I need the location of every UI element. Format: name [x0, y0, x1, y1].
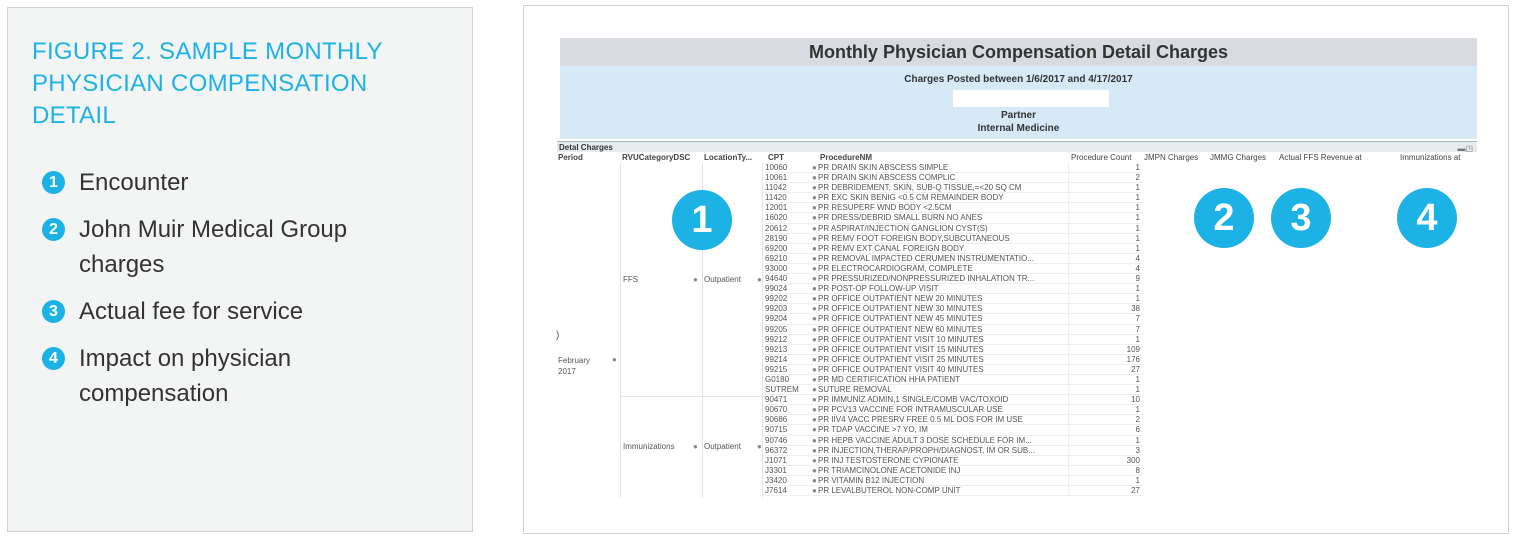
cpt-cell: 12001: [765, 203, 788, 213]
expand-dot-icon[interactable]: ●: [612, 355, 617, 364]
table-row[interactable]: [765, 234, 1143, 244]
legend-label: Actual fee for service: [79, 298, 304, 325]
procedure-cell: PR DRAIN SKIN ABSCESS SIMPLE: [818, 163, 949, 172]
count-cell: 1: [1068, 375, 1143, 384]
procedure-cell: PR REMV EXT CANAL FOREIGN BODY: [818, 243, 965, 253]
legend-label: John Muir Medical Group charges: [79, 216, 348, 278]
count-cell: 1: [1068, 436, 1143, 445]
cpt-cell: 90670: [765, 405, 788, 415]
col-procedure-nm[interactable]: ProcedureNM: [820, 153, 873, 162]
cpt-cell: J1071: [765, 455, 787, 465]
table-row[interactable]: [765, 466, 1143, 476]
cpt-cell: 99214: [765, 354, 788, 364]
divider: [620, 396, 765, 397]
callout-2-icon: 2: [1194, 188, 1254, 248]
table-row[interactable]: [765, 264, 1143, 274]
location-cell[interactable]: Outpatient: [704, 275, 741, 284]
cpt-cell: 28190: [765, 233, 788, 243]
count-cell: 6: [1068, 425, 1143, 434]
expand-dot-icon[interactable]: ●: [812, 223, 817, 233]
count-cell: 1: [1068, 244, 1143, 253]
legend-item-jmmg-charges: [42, 212, 372, 282]
count-cell: 1: [1068, 224, 1143, 233]
procedure-cell: PR PCV13 VACCINE FOR INTRAMUSCULAR USE: [818, 405, 1003, 415]
detail-table-body: [765, 163, 1143, 496]
expand-dot-icon[interactable]: ●: [812, 364, 817, 374]
count-cell: 4: [1068, 264, 1143, 273]
table-row[interactable]: [765, 183, 1143, 193]
cpt-cell: 90715: [765, 425, 788, 435]
count-cell: 38: [1068, 304, 1143, 313]
count-cell: 1: [1068, 193, 1143, 202]
cpt-cell: 11420: [765, 193, 787, 203]
count-cell: 1: [1068, 294, 1143, 303]
cpt-cell: 99212: [765, 334, 788, 344]
expand-dot-icon[interactable]: ●: [812, 263, 817, 273]
table-row[interactable]: [765, 314, 1143, 324]
count-cell: 1: [1068, 476, 1143, 485]
expand-dot-icon[interactable]: ●: [757, 442, 762, 451]
callout-4-icon: 4: [1397, 188, 1457, 248]
expand-dot-icon[interactable]: ●: [812, 334, 817, 344]
count-cell: 1: [1068, 234, 1143, 243]
expand-dot-icon[interactable]: ●: [812, 284, 817, 294]
table-row[interactable]: [765, 415, 1143, 425]
procedure-cell: PR HEPB VACCINE ADULT 3 DOSE SCHEDULE FOR IM...: [818, 435, 1032, 445]
cpt-cell: 10060: [765, 163, 788, 172]
callout-3-icon: 3: [1271, 188, 1331, 248]
expand-dot-icon[interactable]: ●: [812, 405, 817, 415]
expand-dot-icon[interactable]: ●: [812, 475, 817, 485]
procedure-cell: PR VITAMIN B12 INJECTION: [818, 475, 925, 485]
procedure-cell: PR TRIAMCINOLONE ACETONIDE INJ: [818, 465, 961, 475]
expand-dot-icon[interactable]: ●: [812, 173, 817, 183]
cpt-cell: 99204: [765, 314, 788, 324]
col-immunizations[interactable]: Immunizations at: [1400, 153, 1461, 162]
expand-dot-icon[interactable]: ●: [812, 435, 817, 445]
procedure-cell: PR LEVALBUTEROL NON-COMP UNIT: [818, 486, 961, 495]
cpt-cell: 69200: [765, 243, 788, 253]
cpt-cell: 11042: [765, 183, 787, 193]
expand-dot-icon[interactable]: ●: [693, 275, 698, 284]
expand-dot-icon[interactable]: ●: [812, 183, 817, 193]
cpt-cell: G0180: [765, 374, 790, 384]
table-row[interactable]: [765, 425, 1143, 435]
expand-dot-icon[interactable]: ●: [812, 314, 817, 324]
count-cell: 3: [1068, 446, 1143, 455]
report-header: [560, 66, 1477, 139]
legend-item-encounter: [42, 165, 188, 200]
legend-label: Impact on physician compensation: [79, 345, 292, 407]
category-cell[interactable]: Immunizations: [623, 442, 675, 451]
table-row[interactable]: [765, 385, 1143, 395]
count-cell: 176: [1068, 355, 1143, 364]
count-cell: 1: [1068, 405, 1143, 414]
date-range: Charges Posted between 1/6/2017 and 4/17/2017: [904, 74, 1133, 85]
period-cell[interactable]: February 2017: [558, 356, 591, 376]
col-cpt[interactable]: CPT: [768, 153, 784, 162]
col-jmpn-charges[interactable]: JMPN Charges: [1144, 153, 1199, 162]
table-row[interactable]: [765, 203, 1143, 213]
procedure-cell: PR DEBRIDEMENT, SKIN, SUB-Q TISSUE,=<20 SQ CM: [818, 183, 1022, 193]
table-row[interactable]: [765, 193, 1143, 203]
section-title: Detal Charges: [559, 143, 613, 152]
cpt-cell: 90686: [765, 415, 788, 425]
redacted-name-box: [953, 90, 1109, 107]
table-row[interactable]: [765, 446, 1143, 456]
expand-dot-icon[interactable]: ●: [812, 415, 817, 425]
cpt-cell: 90746: [765, 435, 788, 445]
cpt-cell: 99024: [765, 284, 788, 294]
table-row[interactable]: [765, 224, 1143, 234]
expand-dot-icon[interactable]: ●: [812, 203, 817, 213]
procedure-cell: PR OFFICE OUTPATIENT VISIT 15 MINUTES: [818, 344, 984, 354]
procedure-cell: PR OFFICE OUTPATIENT NEW 20 MINUTES: [818, 294, 983, 304]
table-row[interactable]: [765, 173, 1143, 183]
expand-dot-icon[interactable]: ●: [812, 274, 817, 284]
procedure-cell: PR INJ TESTOSTERONE CYPIONATE: [818, 455, 959, 465]
table-row[interactable]: [765, 365, 1143, 375]
divider: [762, 163, 763, 498]
section-bar: [557, 141, 1477, 152]
count-cell: 1: [1068, 213, 1143, 222]
table-row[interactable]: [765, 284, 1143, 294]
cpt-cell: 90471: [765, 395, 788, 405]
table-row[interactable]: [765, 335, 1143, 345]
department-label: Internal Medicine: [977, 123, 1060, 134]
cpt-cell: J3301: [765, 465, 787, 475]
count-cell: 1: [1068, 163, 1143, 172]
category-cell[interactable]: FFS: [623, 275, 639, 284]
count-cell: 27: [1068, 486, 1143, 495]
count-cell: 1: [1068, 183, 1143, 192]
table-row[interactable]: [765, 325, 1143, 335]
count-cell: 7: [1068, 314, 1143, 323]
count-cell: 7: [1068, 325, 1143, 334]
expand-dot-icon[interactable]: ●: [812, 344, 817, 354]
procedure-cell: PR OFFICE OUTPATIENT NEW 60 MINUTES: [818, 324, 983, 334]
expand-dot-icon[interactable]: ●: [812, 354, 817, 364]
procedure-cell: PR OFFICE OUTPATIENT VISIT 25 MINUTES: [818, 354, 984, 364]
procedure-cell: PR EXC SKIN BENIG <0.5 CM REMAINDER BODY: [818, 193, 1004, 203]
expand-dot-icon[interactable]: ●: [812, 486, 817, 495]
cpt-cell: J3420: [765, 475, 787, 485]
expand-dot-icon[interactable]: ●: [812, 455, 817, 465]
procedure-cell: PR RESUPERF WND BODY <2.5CM: [818, 203, 952, 213]
col-rvu-category[interactable]: RVUCategoryDSC: [622, 153, 691, 162]
number-3-icon: 3: [42, 300, 65, 323]
procedure-cell: PR OFFICE OUTPATIENT NEW 45 MINUTES: [818, 314, 983, 324]
table-row[interactable]: [765, 304, 1143, 314]
cpt-cell: J7614: [765, 486, 787, 495]
table-row[interactable]: [765, 274, 1143, 284]
count-cell: 8: [1068, 466, 1143, 475]
cpt-cell: 99205: [765, 324, 788, 334]
table-row[interactable]: [765, 213, 1143, 223]
expand-dot-icon[interactable]: ●: [757, 275, 762, 284]
expand-dot-icon[interactable]: ●: [812, 233, 817, 243]
procedure-cell: PR MD CERTIFICATION HHA PATIENT: [818, 374, 961, 384]
cpt-cell: 96372: [765, 445, 788, 455]
procedure-cell: PR OFFICE OUTPATIENT NEW 30 MINUTES: [818, 304, 983, 314]
figure-title: FIGURE 2. SAMPLE MONTHLY PHYSICIAN COMPENSATION DETAIL: [32, 38, 383, 129]
count-cell: 109: [1068, 345, 1143, 354]
procedure-cell: PR POST-OP FOLLOW-UP VISIT: [818, 284, 939, 294]
cpt-cell: 99202: [765, 294, 788, 304]
procedure-cell: PR PRESSURIZED/NONPRESSURIZED INHALATION TR...: [818, 274, 1035, 284]
col-location-type[interactable]: LocationTy...: [704, 153, 753, 162]
table-row[interactable]: [765, 436, 1143, 446]
procedure-cell: PR OFFICE OUTPATIENT VISIT 10 MINUTES: [818, 334, 984, 344]
number-2-icon: 2: [42, 218, 65, 241]
count-cell: 1: [1068, 203, 1143, 212]
cpt-cell: 99215: [765, 364, 788, 374]
count-cell: 27: [1068, 365, 1143, 374]
table-row[interactable]: [765, 395, 1143, 405]
count-cell: 10: [1068, 395, 1143, 404]
count-cell: 300: [1068, 456, 1143, 465]
procedure-cell: PR IMMUNIZ ADMIN,1 SINGLE/COMB VAC/TOXOID: [818, 395, 1009, 405]
legend-label: Encounter: [79, 169, 189, 196]
number-4-icon: 4: [42, 347, 65, 370]
count-cell: 4: [1068, 254, 1143, 263]
count-cell: 1: [1068, 335, 1143, 344]
procedure-cell: PR ELECTROCARDIOGRAM, COMPLETE: [818, 263, 973, 273]
role-label: Partner: [1000, 110, 1036, 121]
count-cell: 1: [1068, 284, 1143, 293]
expand-dot-icon[interactable]: ●: [812, 294, 817, 304]
col-procedure-count[interactable]: Procedure Count: [1071, 153, 1132, 162]
table-row[interactable]: [765, 294, 1143, 304]
location-cell[interactable]: Outpatient: [704, 442, 741, 451]
procedure-cell: PR DRESS/DEBRID SMALL BURN NO ANES: [818, 213, 983, 223]
export-icon[interactable]: ▬◳: [1457, 144, 1473, 153]
procedure-cell: PR TDAP VACCINE >7 YO, IM: [818, 425, 928, 435]
expand-dot-icon[interactable]: ●: [812, 243, 817, 253]
expand-dot-icon[interactable]: ●: [693, 442, 698, 451]
table-row[interactable]: [765, 163, 1143, 173]
expand-dot-icon[interactable]: ●: [812, 213, 817, 223]
cpt-cell: 69210: [765, 253, 788, 263]
figure-caption-panel: [7, 7, 473, 532]
expand-dot-icon[interactable]: ●: [812, 425, 817, 435]
procedure-cell: PR DRAIN SKIN ABSCESS COMPLIC: [818, 173, 956, 183]
procedure-cell: PR REMOVAL IMPACTED CERUMEN INSTRUMENTATIO...: [818, 253, 1035, 263]
col-jmmg-charges[interactable]: JMMG Charges: [1210, 153, 1267, 162]
legend-item-actual-ffs: [42, 294, 303, 329]
expand-dot-icon[interactable]: ●: [812, 465, 817, 475]
cpt-cell: 99213: [765, 344, 788, 354]
table-row[interactable]: [765, 355, 1143, 365]
cpt-cell: 10061: [765, 173, 788, 183]
cpt-cell: 20612: [765, 223, 788, 233]
expand-dot-icon[interactable]: ●: [812, 304, 817, 314]
table-row[interactable]: [765, 456, 1143, 466]
procedure-cell: PR OFFICE OUTPATIENT VISIT 40 MINUTES: [818, 364, 984, 374]
procedure-cell: PR REMV FOOT FOREIGN BODY,SUBCUTANEOUS: [818, 233, 1010, 243]
cpt-cell: 94640: [765, 274, 788, 284]
count-cell: 1: [1068, 385, 1143, 394]
divider: [620, 163, 621, 498]
expand-dot-icon[interactable]: ●: [812, 445, 817, 455]
expand-dot-icon[interactable]: ●: [812, 253, 817, 263]
table-row[interactable]: [765, 345, 1143, 355]
cpt-cell: 99203: [765, 304, 788, 314]
expand-dot-icon[interactable]: ●: [812, 324, 817, 334]
table-row[interactable]: [765, 244, 1143, 254]
procedure-cell: PR INJECTION,THERAP/PROPH/DIAGNOST, IM OR SUB...: [818, 445, 1035, 455]
report-title: Monthly Physician Compensation Detail Charges: [560, 38, 1477, 66]
col-period[interactable]: Period: [558, 153, 583, 162]
expand-dot-icon[interactable]: ●: [812, 163, 817, 172]
procedure-cell: PR ASPIRAT/INJECTION GANGLION CYST(S): [818, 223, 988, 233]
cpt-cell: SUTREM: [765, 385, 799, 395]
table-row[interactable]: [765, 405, 1143, 415]
procedure-cell: PR IIV4 VACC PRESRV FREE 0.5 ML DOS FOR IM USE: [818, 415, 1023, 425]
table-row[interactable]: [765, 476, 1143, 486]
cpt-cell: 16020: [765, 213, 788, 223]
expand-dot-icon[interactable]: ●: [812, 395, 817, 405]
table-row[interactable]: [765, 254, 1143, 264]
period-partial: ): [556, 330, 560, 341]
table-row[interactable]: [765, 375, 1143, 385]
legend-item-impact: [42, 341, 342, 411]
expand-dot-icon[interactable]: ●: [812, 385, 817, 395]
expand-dot-icon[interactable]: ●: [812, 374, 817, 384]
expand-dot-icon[interactable]: ●: [812, 193, 817, 203]
count-cell: 2: [1068, 173, 1143, 182]
col-actual-ffs-revenue[interactable]: Actual FFS Revenue at: [1279, 153, 1362, 162]
procedure-cell: SUTURE REMOVAL: [818, 385, 892, 395]
number-1-icon: 1: [42, 171, 65, 194]
cpt-cell: 93000: [765, 263, 788, 273]
callout-1-icon: 1: [672, 190, 732, 250]
count-cell: 9: [1068, 274, 1143, 283]
count-cell: 2: [1068, 415, 1143, 424]
table-row[interactable]: [765, 486, 1143, 496]
